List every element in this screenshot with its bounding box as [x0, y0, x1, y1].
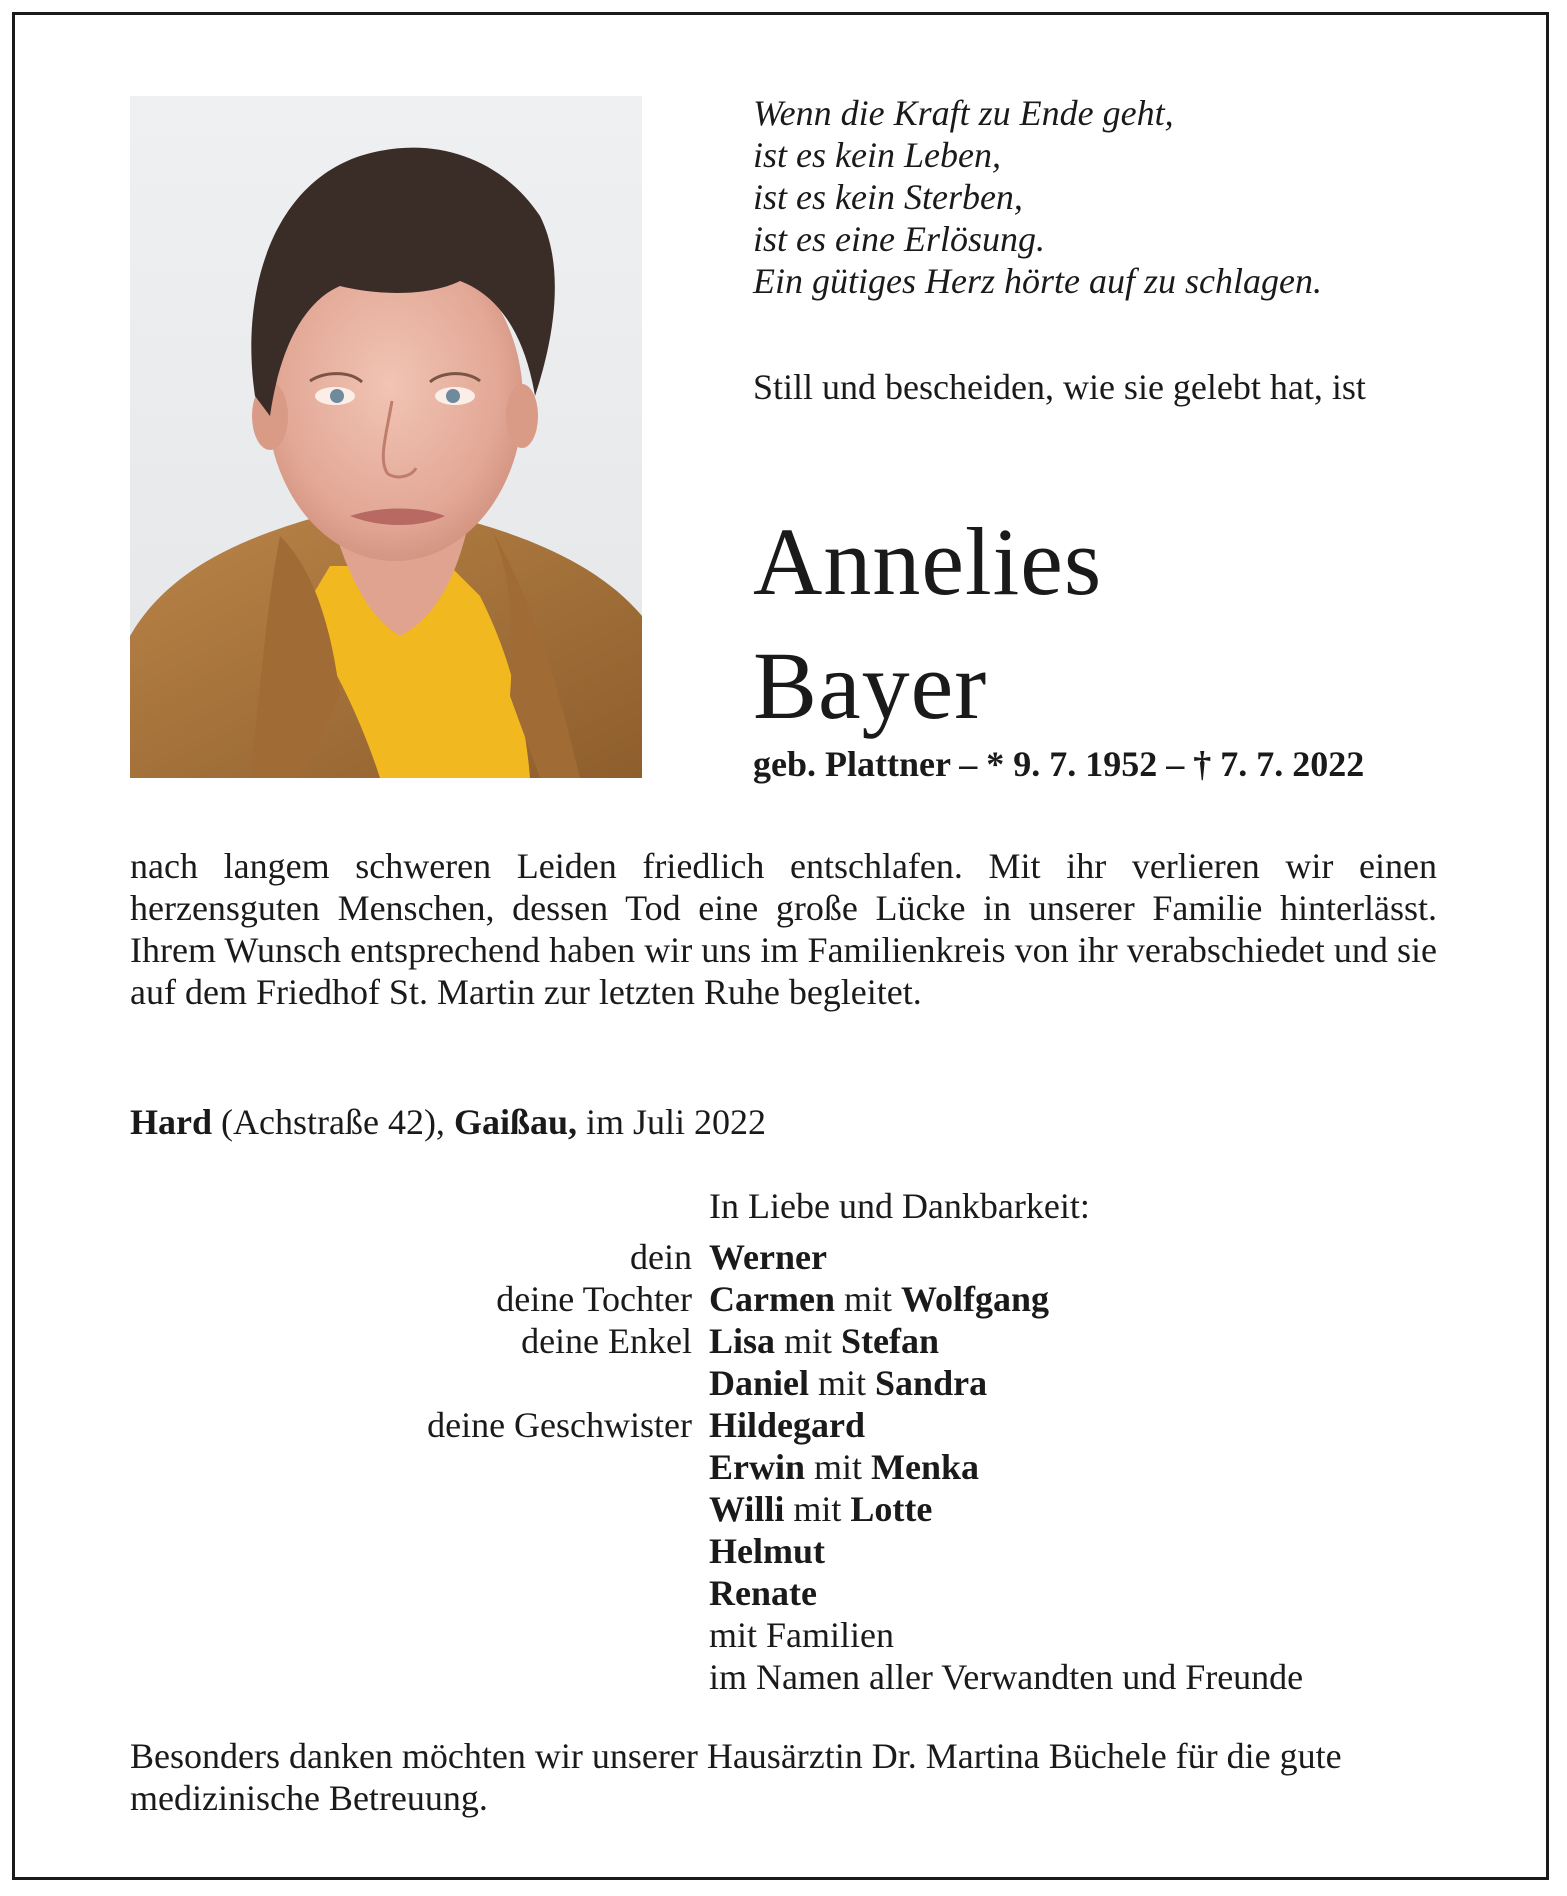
family-relation: deine Geschwister [427, 1405, 692, 1445]
family-relation [130, 1530, 709, 1572]
family-footer-text: mit Familien [709, 1615, 894, 1655]
mit-word: mit [784, 1321, 833, 1361]
family-relation: dein [630, 1237, 692, 1277]
family-relation: deine Enkel [521, 1321, 692, 1361]
family-relation-empty [130, 1614, 709, 1656]
mit-word: mit [818, 1363, 867, 1403]
family-member-row [130, 1488, 1480, 1530]
place-date: im Juli 2022 [585, 1102, 767, 1142]
member-name: Renate [709, 1573, 817, 1613]
family-member-row [130, 1236, 1480, 1278]
family-names [709, 1278, 1049, 1320]
family-names [709, 1446, 979, 1488]
family-relation [130, 1572, 709, 1614]
member-name: Carmen [709, 1279, 835, 1319]
poem-verse [753, 92, 1453, 302]
member-name: Hildegard [709, 1405, 866, 1445]
poem-line: ist es kein Sterben, [753, 177, 1023, 217]
family-names [709, 1236, 827, 1278]
family-member-row [130, 1278, 1480, 1320]
place-town-2: Gaißau, [453, 1102, 577, 1142]
family-names [709, 1320, 939, 1362]
family-relation [130, 1362, 709, 1404]
mit-word: mit [843, 1279, 892, 1319]
poem-line: ist es kein Leben, [753, 135, 1001, 175]
partner-name: Stefan [841, 1321, 940, 1361]
family-names [709, 1362, 987, 1404]
partner-name: Wolfgang [900, 1279, 1050, 1319]
family-relation-empty [130, 1656, 709, 1698]
place-date-line [130, 1100, 1437, 1144]
partner-name: Sandra [875, 1363, 988, 1403]
family-relation: deine Tochter [496, 1279, 692, 1319]
family-member-row [130, 1362, 1480, 1404]
announcement-text: nach langem schweren Leiden friedlich entschlafen. Mit ihr verlieren wir einen herzensguten Menschen, dessen Tod eine große Lücke in unserer Familie hinterlässt. Ihrem Wunsch entsprechend haben wir uns im Familienkreis von ihr verabschiedet und sie auf dem Friedhof St. Martin zur letzten Ruhe begleitet. [130, 846, 1437, 1012]
birth-death-line: geb. Plattner – * 9. 7. 1952 – † 7. 7. 2022 [753, 744, 1365, 784]
member-name: Lisa [709, 1321, 776, 1361]
deceased-name [753, 500, 1102, 748]
place-address: (Achstraße 42), [221, 1102, 445, 1142]
partner-name: Menka [871, 1447, 980, 1487]
family-relation [130, 1446, 709, 1488]
mit-word: mit [793, 1489, 842, 1529]
member-name: Helmut [709, 1531, 825, 1571]
first-name: Annelies [753, 508, 1103, 615]
thanks-text: Besonders danken möchten wir unserer Hausärztin Dr. Martina Büchele für die gute medizinische Betreuung. [130, 1736, 1342, 1818]
family-footer-text: im Namen aller Verwandten und Freunde [709, 1657, 1304, 1697]
poem-line: Ein gütiges Herz hörte auf zu schlagen. [753, 261, 1322, 301]
partner-name: Lotte [850, 1489, 933, 1529]
family-names [709, 1404, 865, 1446]
poem-line: ist es eine Erlösung. [753, 219, 1045, 259]
intro-text: Still und bescheiden, wie sie gelebt hat, ist [753, 367, 1366, 407]
member-name: Werner [709, 1237, 827, 1277]
family-member-row [130, 1446, 1480, 1488]
family-member-row [130, 1572, 1480, 1614]
family-relation [130, 1488, 709, 1530]
family-list [130, 1236, 1480, 1698]
family-footer-row [130, 1614, 1480, 1656]
family-names [709, 1572, 817, 1614]
last-name: Bayer [753, 632, 988, 739]
family-names [709, 1488, 932, 1530]
family-member-row [130, 1530, 1480, 1572]
family-member-row [130, 1320, 1480, 1362]
member-name: Daniel [709, 1363, 810, 1403]
family-member-row [130, 1404, 1480, 1446]
closing-phrase: In Liebe und Dankbarkeit: [709, 1186, 1090, 1226]
family-names [709, 1530, 825, 1572]
member-name: Willi [709, 1489, 785, 1529]
member-name: Erwin [709, 1447, 806, 1487]
poem-line: Wenn die Kraft zu Ende geht, [753, 93, 1174, 133]
mit-word: mit [814, 1447, 863, 1487]
portrait-photo [130, 96, 642, 778]
family-footer-row [130, 1656, 1480, 1698]
place-town-1: Hard [130, 1102, 213, 1142]
